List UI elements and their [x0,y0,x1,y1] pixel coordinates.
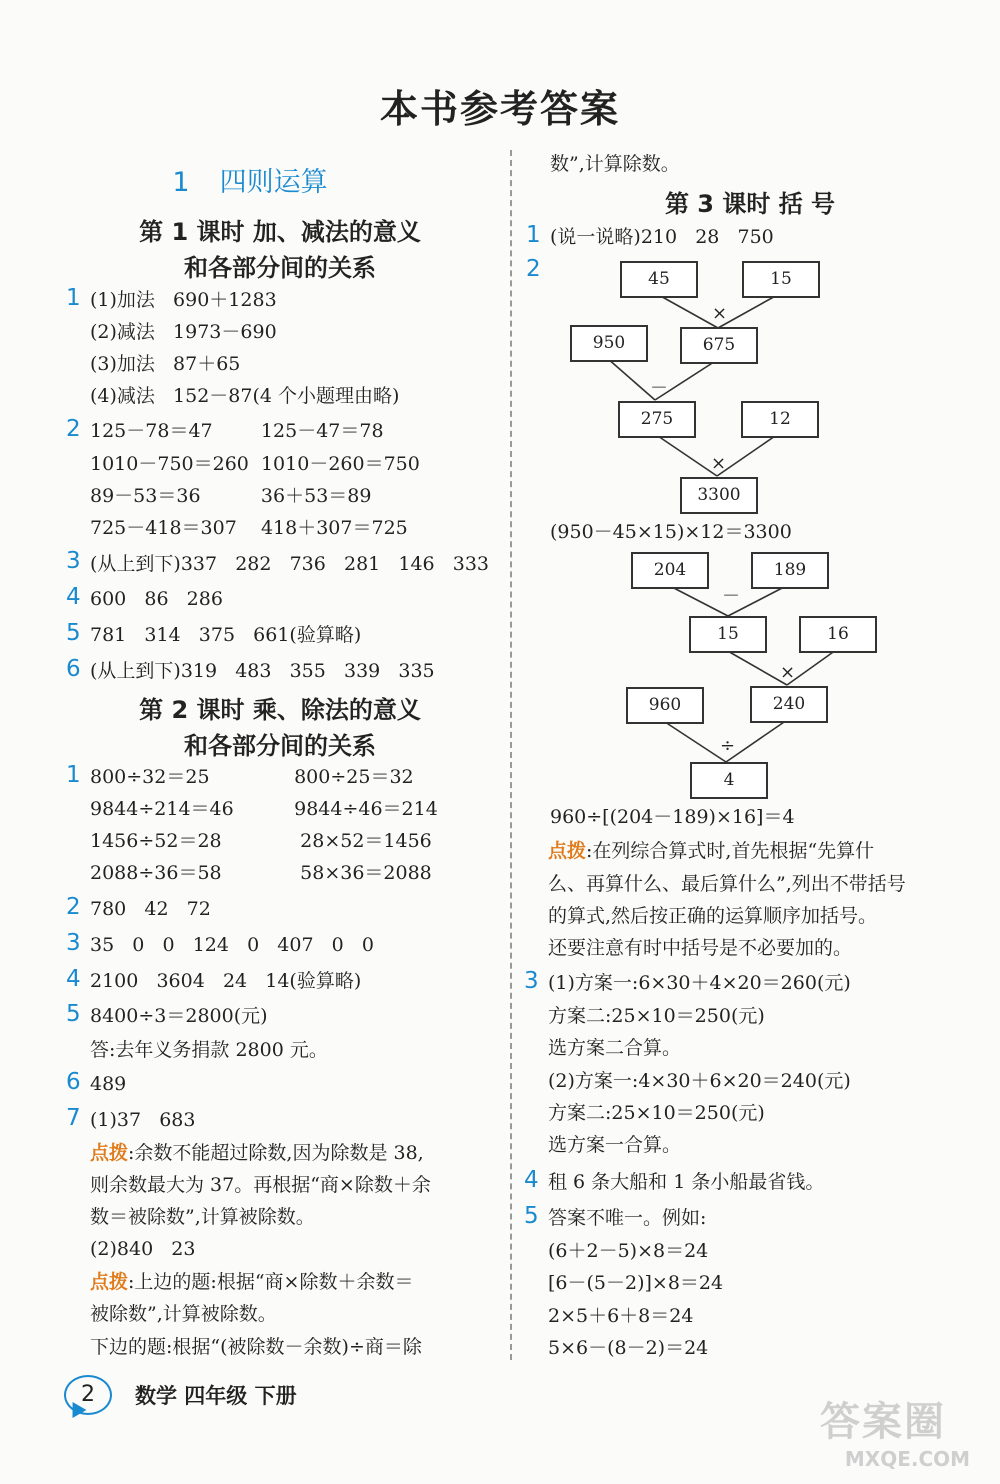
q-number: 2 [66,416,81,442]
node-box: 204 [631,552,709,589]
tip-text: :余数不能超过除数,因为除数是 38, [128,1142,424,1164]
watermark-url: MXQE.COM [844,1447,971,1471]
unit-name: 四则运算 [219,167,328,198]
operator-symbol: ÷ [720,735,736,756]
q-number: 4 [524,1167,539,1193]
q-number: 4 [66,966,81,992]
answer-line: 2100 3604 24 14(验算略) [90,970,362,992]
answer-line: (2)840 23 [90,1238,196,1260]
tip-line: 还要注意有时中括号是不必要加的。 [548,937,853,959]
q-number: 2 [526,256,541,282]
answer-line: (950－45×15)×12＝3300 [550,521,792,543]
tip-line: 则余数最大为 37。再根据“商×除数＋余 [90,1174,431,1196]
q-number: 3 [66,548,81,574]
continued-line: 数”,计算除数。 [550,153,680,175]
tip-label: 点拨 [90,1271,129,1293]
answer-line: 780 42 72 [90,898,211,920]
page-title: 本书参考答案 [379,87,620,131]
book-info: 数学 四年级 下册 [135,1384,297,1408]
answer-line: [6－(5－2)]×8＝24 [548,1272,724,1294]
node-box: 275 [618,401,696,438]
node-box: 15 [689,616,767,653]
q-number: 3 [66,930,81,956]
unit-number: 1 [172,167,190,198]
lesson1-title-1: 第 1 课时 加、减法的意义 [139,218,421,246]
q-number: 5 [524,1203,539,1229]
node-box: 45 [620,261,698,298]
operator-symbol: × [712,303,728,324]
q-number: 5 [66,620,81,646]
node-box: 3300 [680,477,758,514]
answer-line: (从上到下)319 483 355 339 335 [90,660,435,682]
tip-line: 数＝被除数”,计算被除数。 [90,1206,315,1228]
lesson2-title-1: 第 2 课时 乘、除法的意义 [139,696,421,724]
answer-line: 489 [90,1073,127,1095]
node-box: 12 [741,401,819,438]
node-box: 4 [690,762,768,799]
answer-line: (1)加法 690＋1283 [90,289,277,311]
answer-line: 781 314 375 661(验算略) [90,624,362,646]
operator-symbol: × [711,453,727,474]
q-number: 2 [66,894,81,920]
answer-line: 8400÷3＝2800(元) [90,1005,268,1027]
answer-line: 89－53＝36 36＋53＝89 [90,485,372,507]
tip-line: 被除数”,计算被除数。 [90,1303,277,1325]
answer-line: 600 86 286 [90,588,223,610]
answer-line: (2)减法 1973－690 [90,321,277,343]
q-number: 1 [66,285,81,311]
q-number: 6 [66,656,81,682]
node-box: 16 [799,616,877,653]
tip-line: 的算式,然后按正确的运算顺序加括号。 [548,905,878,927]
node-box: 950 [570,325,648,362]
answer-line: (1)方案一:6×30＋4×20＝260(元) [548,972,851,994]
answer-line: 选方案一合算。 [548,1134,682,1156]
answer-line: 5×6－(8－2)＝24 [548,1337,709,1359]
watermark [820,1390,995,1480]
answer-line: 1010－750＝260 1010－260＝750 [90,453,420,475]
node-box: 189 [751,552,829,589]
q-number: 4 [66,584,81,610]
q-number: 7 [66,1105,81,1131]
answer-line: (说一说略)210 28 750 [550,226,774,248]
node-box: 15 [742,261,820,298]
node-box: 960 [626,687,704,724]
answer-line: 方案二:25×10＝250(元) [548,1005,765,1027]
tip-text: :在列综合算式时,首先根据“先算什 [586,840,875,862]
answer-line: 35 0 0 124 0 407 0 0 [90,934,374,956]
answer-line: (6＋2－5)×8＝24 [548,1240,709,1262]
answer-line: 租 6 条大船和 1 条小船最省钱。 [548,1171,825,1193]
tip-line [548,839,874,863]
answer-line: 2088÷36＝58 58×36＝2088 [90,862,432,884]
answer-line: 800÷32＝25 800÷25＝32 [90,766,414,788]
answer-line: 选方案二合算。 [548,1037,682,1059]
q-number: 5 [66,1001,81,1027]
answer-line: (3)加法 87＋65 [90,353,241,375]
answer-line: (4)减法 152－87(4 个小题理由略) [90,385,400,407]
q-number: 1 [66,762,81,788]
tip-label: 点拨 [548,840,587,862]
q-number: 1 [526,222,541,248]
page-number: 2 [64,1375,112,1415]
operator-symbol: － [722,586,740,607]
node-box: 675 [680,327,758,364]
node-box: 240 [750,686,828,723]
answer-line: 答:去年义务捐款 2800 元。 [90,1039,328,1061]
tip-text: :上边的题:根据“商×除数＋余数＝ [128,1271,414,1293]
operator-symbol: × [780,662,796,683]
answer-line: 725－418＝307 418＋307＝725 [90,517,408,539]
tip-label: 点拨 [90,1142,129,1164]
operator-symbol: － [650,378,668,399]
tip-line: 么、再算什么、最后算什么”,列出不带括号 [548,873,906,895]
answer-line: 125－78＝47 125－47＝78 [90,420,384,442]
q-number: 3 [524,968,539,994]
lesson2-title-2: 和各部分间的关系 [184,732,376,760]
lesson1-title-2: 和各部分间的关系 [184,254,376,282]
answer-line: (1)37 683 [90,1109,196,1131]
watermark-text: 答案圈 [820,1399,946,1445]
answer-line: 答案不唯一。例如: [548,1207,707,1229]
q-number: 6 [66,1069,81,1095]
answer-line: 方案二:25×10＝250(元) [548,1102,765,1124]
answer-line: 1456÷52＝28 28×52＝1456 [90,830,432,852]
answer-line: 9844÷214＝46 9844÷46＝214 [90,798,438,820]
answer-line: 960÷[(204－189)×16]＝4 [550,806,795,828]
lesson3-title: 第 3 课时 括 号 [664,190,836,218]
answer-line: 2×5＋6＋8＝24 [548,1305,694,1327]
answer-line: (2)方案一:4×30＋6×20＝240(元) [548,1070,851,1092]
answer-line: (从上到下)337 282 736 281 146 333 [90,553,490,575]
tip-line: 下边的题:根据“(被除数－余数)÷商＝除 [90,1336,422,1358]
